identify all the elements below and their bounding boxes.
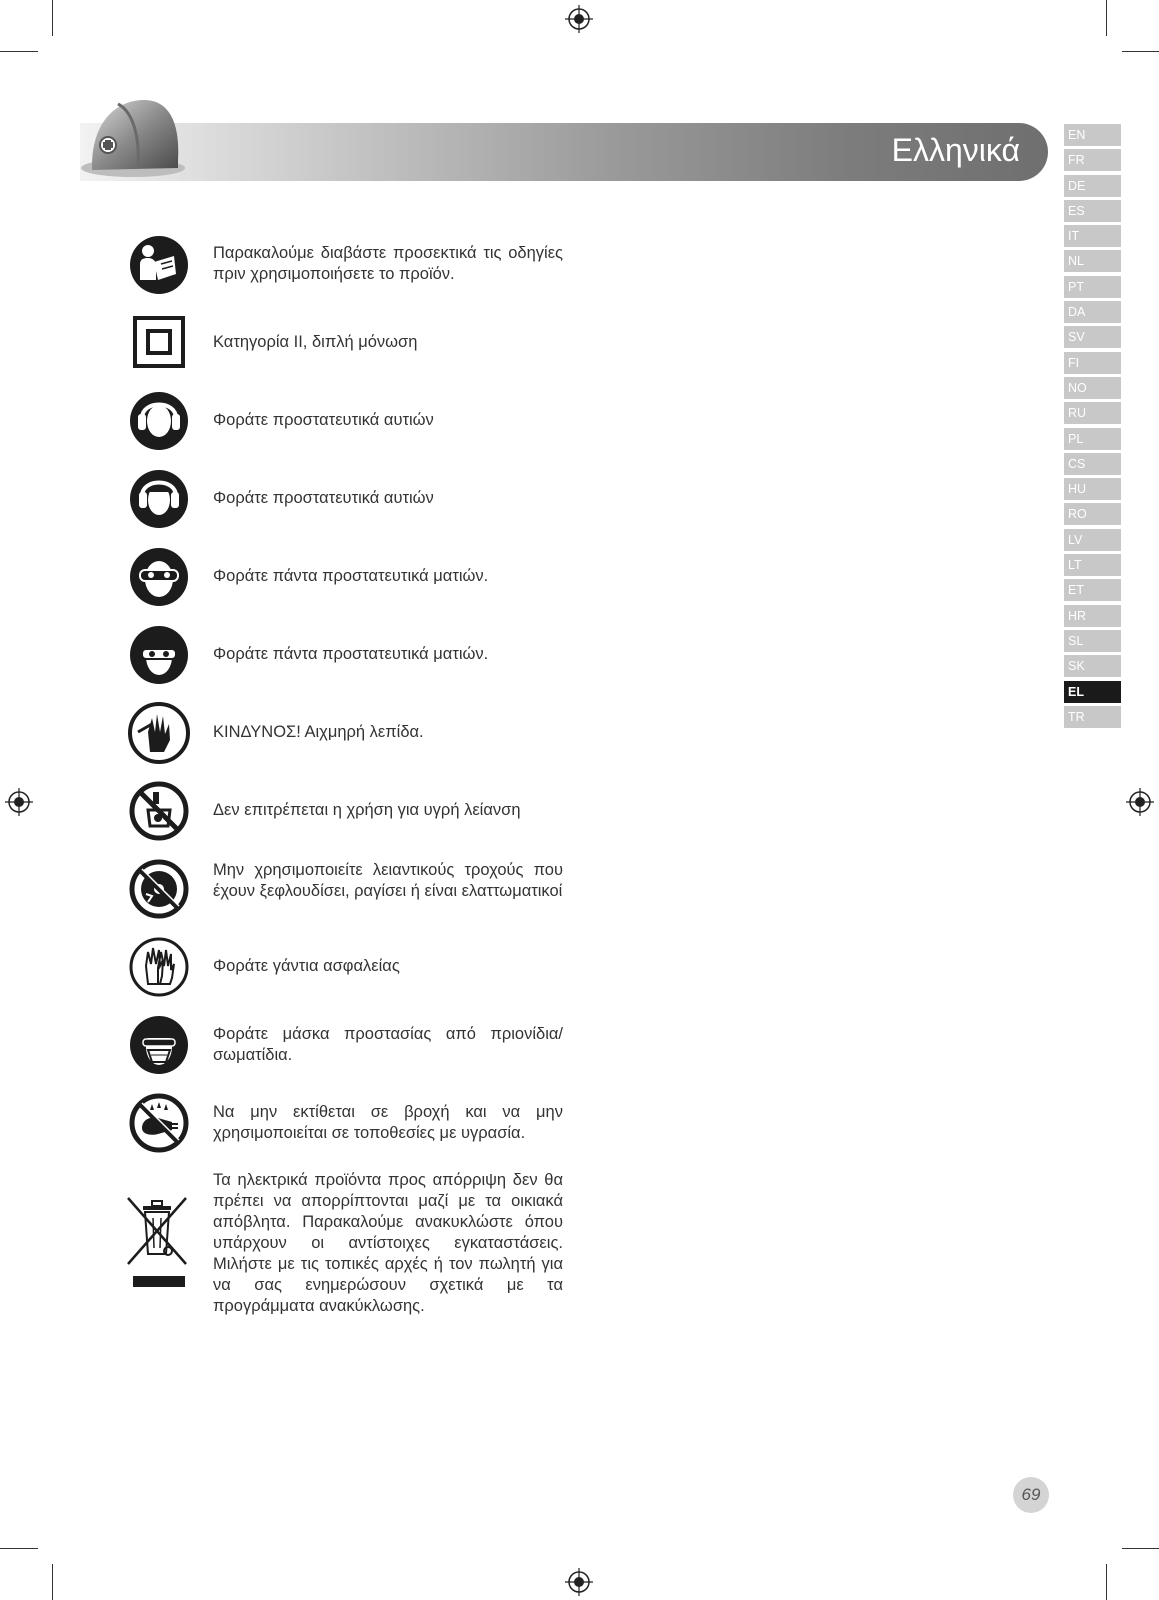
lang-tab-cs[interactable]: CS — [1064, 453, 1121, 475]
symbol-description: Φοράτε μάσκα προστασίας από πριονίδια/ σωματίδια. — [213, 1025, 563, 1064]
page-number: 69 — [1013, 1477, 1049, 1513]
symbol-row — [128, 234, 570, 296]
symbol-description: Φοράτε γάντια ασφαλείας — [213, 957, 400, 975]
symbol-description: Φοράτε προστατευτικά αυτιών — [213, 411, 434, 429]
crop-mark — [0, 1548, 38, 1549]
lang-tab-sk[interactable]: SK — [1064, 655, 1121, 677]
eye-protection-icon — [128, 546, 190, 608]
symbol-description: Κατηγορία II, διπλή μόνωση — [213, 333, 418, 351]
registration-mark-icon — [564, 4, 594, 34]
weee-crossed-bin-icon — [124, 1192, 190, 1292]
symbol-description: Παρακαλούμε διαβάστε προσεκτικά τις οδηγίες πριν χρησιμοποιήσετε το προϊόν. — [213, 244, 563, 283]
double-insulation-icon — [128, 312, 190, 374]
ear-protection-icon — [128, 390, 190, 452]
lang-tab-et[interactable]: ET — [1064, 579, 1121, 601]
symbol-description: ΚΙΝΔΥΝΟΣ! Αιχμηρή λεπίδα. — [213, 723, 424, 741]
lang-tab-fi[interactable]: FI — [1064, 352, 1121, 374]
lang-tab-lt[interactable]: LT — [1064, 554, 1121, 576]
lang-tab-hu[interactable]: HU — [1064, 478, 1121, 500]
no-rain-icon — [128, 1092, 190, 1154]
no-wet-grinding-icon — [128, 780, 190, 842]
lang-tab-de[interactable]: DE — [1064, 175, 1121, 197]
symbol-row — [128, 624, 570, 686]
lang-tab-nl[interactable]: NL — [1064, 250, 1121, 272]
symbol-row — [128, 702, 570, 764]
symbol-description: Τα ηλεκτρικά προϊόντα προς απόρριψη δεν θα πρέπει να απορρίπτονται μαζί με τα οικιακά απόβλητα. Παρακαλούμε ανακυκλώστε όπου υπάρχουν οι αντίστοιχες εγκαταστάσεις. Μιλήστε με τις τοπικές αρχές ή τον πωλητή για να σας ενημερώσουν σχετικά με τα προγράμματα ανακύκλωσης. — [213, 1171, 563, 1315]
symbol-row — [128, 1092, 570, 1154]
crop-mark — [52, 0, 53, 36]
crop-mark — [1106, 1564, 1107, 1600]
lang-tab-hr[interactable]: HR — [1064, 605, 1121, 627]
safety-helmet-icon — [78, 90, 188, 185]
symbol-row — [128, 312, 570, 374]
lang-tab-no[interactable]: NO — [1064, 377, 1121, 399]
eye-protection-face-icon — [128, 624, 190, 686]
lang-tab-pt[interactable]: PT — [1064, 276, 1121, 298]
crop-mark — [1122, 1548, 1159, 1549]
lang-tab-it[interactable]: IT — [1064, 225, 1121, 247]
lang-tab-en[interactable]: EN — [1064, 124, 1121, 146]
symbol-description: Να μην εκτίθεται σε βροχή και να μην χρησιμοποιείται σε τοποθεσίες με υγρασία. — [213, 1103, 563, 1142]
registration-mark-icon — [4, 787, 34, 817]
registration-mark-icon — [1125, 787, 1155, 817]
page-title: Ελληνικά — [891, 132, 1020, 168]
lang-tab-sl[interactable]: SL — [1064, 630, 1121, 652]
lang-tab-lv[interactable]: LV — [1064, 529, 1121, 551]
lang-tab-el[interactable]: EL — [1064, 681, 1121, 703]
sharp-blade-hand-icon — [128, 702, 190, 764]
symbol-description: Μην χρησιμοποιείτε λειαντικούς τροχούς που έχουν ξεφλουδίσει, ραγίσει ή είναι ελαττωματικοί — [213, 861, 563, 900]
crop-mark — [1122, 51, 1159, 52]
ear-protection-face-icon — [128, 468, 190, 530]
lang-tab-ro[interactable]: RO — [1064, 503, 1121, 525]
symbol-row — [128, 1014, 570, 1076]
lang-tab-tr[interactable]: TR — [1064, 706, 1121, 728]
lang-tab-ru[interactable]: RU — [1064, 402, 1121, 424]
symbol-description: Φοράτε πάντα προστατευτικά ματιών. — [213, 645, 489, 663]
symbol-description: Φοράτε πάντα προστατευτικά ματιών. — [213, 567, 489, 585]
lang-tab-da[interactable]: DA — [1064, 301, 1121, 323]
symbol-row — [128, 1170, 570, 1320]
symbol-row — [128, 858, 570, 920]
lang-tab-es[interactable]: ES — [1064, 200, 1121, 222]
symbol-row — [128, 468, 570, 530]
symbol-row — [128, 546, 570, 608]
symbol-description: Φοράτε προστατευτικά αυτιών — [213, 489, 434, 507]
lang-tab-sv[interactable]: SV — [1064, 326, 1121, 348]
header-banner — [80, 123, 1048, 181]
lang-tab-pl[interactable]: PL — [1064, 428, 1121, 450]
dust-mask-icon — [128, 1014, 190, 1076]
no-damaged-wheel-icon — [128, 858, 190, 920]
read-manual-icon — [128, 234, 190, 296]
language-tabs — [1064, 124, 1121, 731]
safety-gloves-icon — [128, 936, 190, 998]
symbol-row — [128, 780, 570, 842]
registration-mark-icon — [564, 1567, 594, 1597]
symbol-row — [128, 390, 570, 452]
symbol-description: Δεν επιτρέπεται η χρήση για υγρή λείανση — [213, 801, 521, 819]
crop-mark — [1106, 0, 1107, 36]
crop-mark — [52, 1564, 53, 1600]
crop-mark — [0, 51, 38, 52]
symbol-row — [128, 936, 570, 998]
lang-tab-fr[interactable]: FR — [1064, 149, 1121, 171]
